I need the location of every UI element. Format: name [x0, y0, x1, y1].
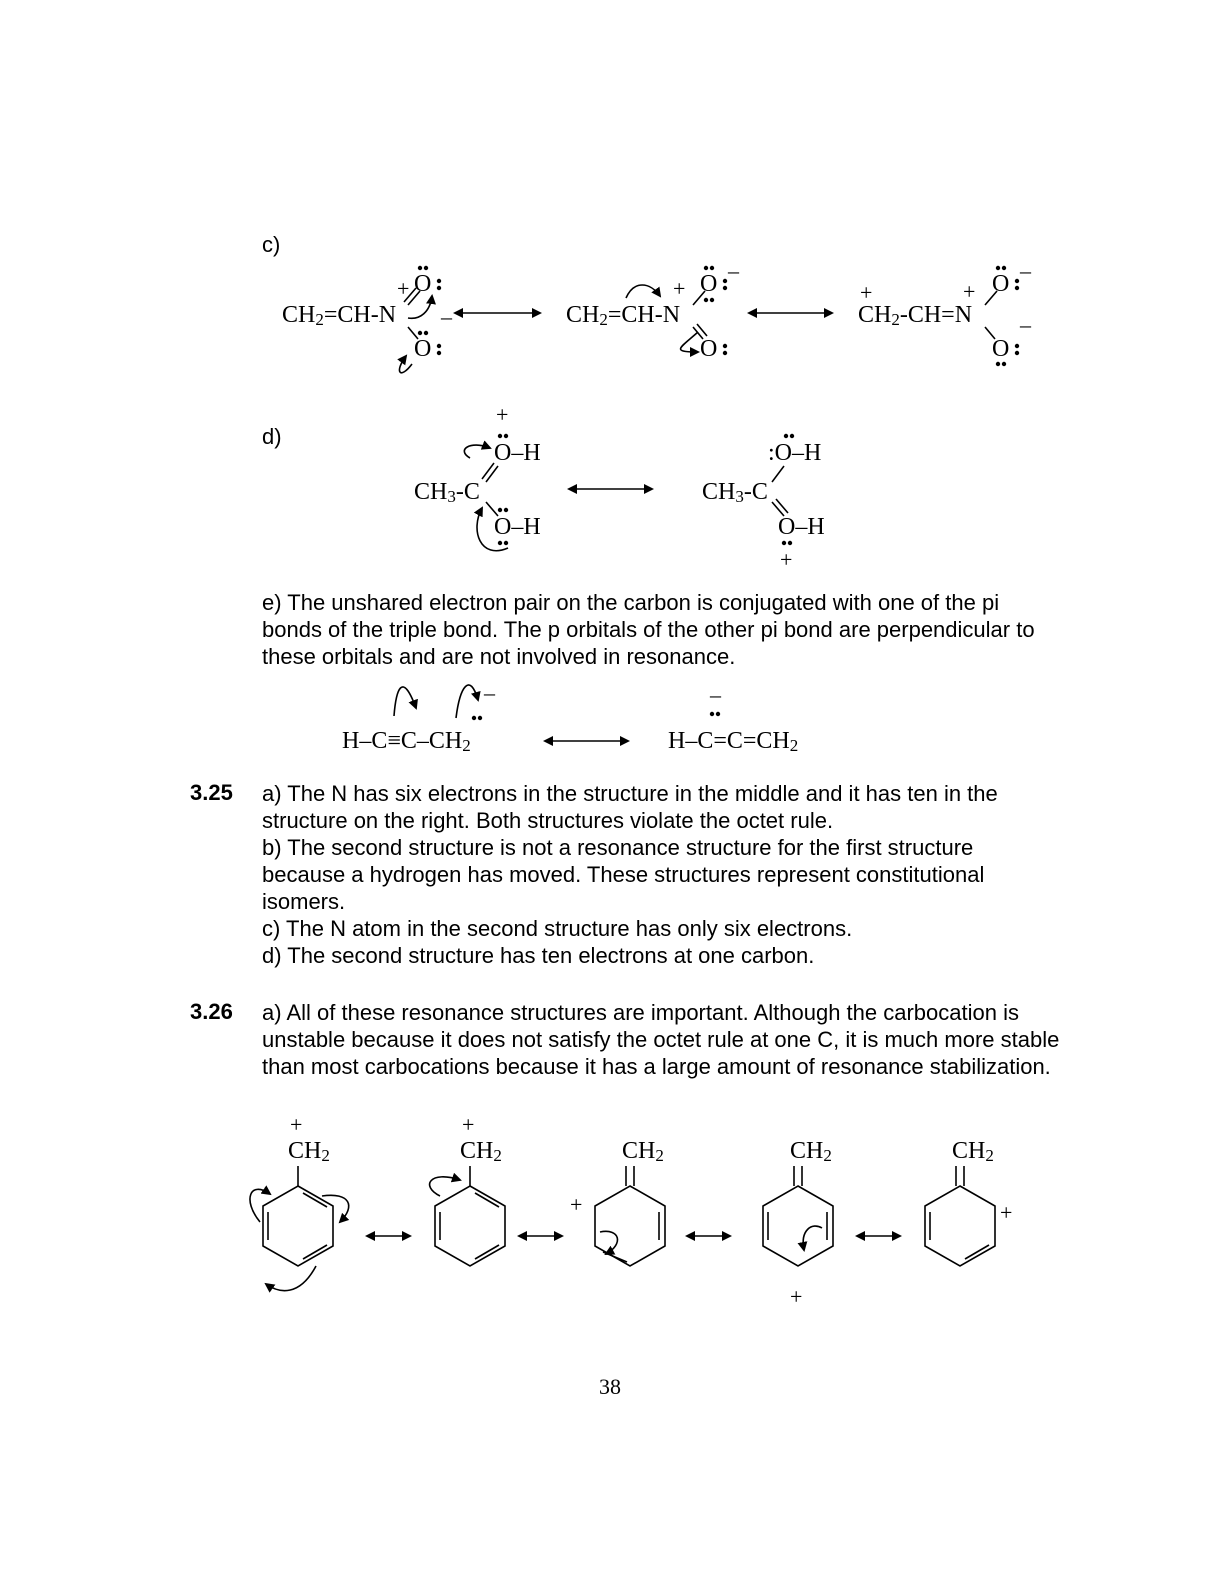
c-s1-curved-arrow-1: [408, 296, 432, 318]
d-s1-co-bond-top: [486, 466, 498, 482]
e-left-structure: $H-C\equiv C-CH_2$: [342, 728, 471, 755]
c-structure-1-formula: $CH_2=CH-N$: [282, 302, 397, 329]
c-s2-curved-arrow-1: [626, 285, 660, 298]
c-s1-no-bond-top: [408, 291, 420, 305]
d-s2-upper-oh: :O–H: [768, 440, 822, 466]
c-s3-bottom-oxygen: O: [992, 336, 1010, 362]
b1-charge: +: [290, 1112, 303, 1137]
b5-ch2: $CH_2$: [952, 1138, 994, 1165]
c-s3-no-bond-bottom: [985, 327, 995, 339]
c-s1-o-charge: –: [441, 304, 452, 329]
benzyl-structure-5: [925, 1166, 995, 1266]
problem-3-25-item-a: a) The N has six electrons in the structure in the middle and it has ten in the structure on the right. Both structures violate the octet rule.: [262, 781, 998, 833]
c-s1-n-charge: +: [397, 276, 410, 301]
c-s2-n-charge: +: [673, 276, 686, 301]
problem-3-25-number: 3.25: [190, 780, 233, 805]
d-s2-lower-oh: O–H: [778, 514, 825, 540]
c-s3-n-charge: +: [963, 279, 976, 304]
c-s1-no-bond-top2: [404, 288, 416, 302]
b2-ch2: $CH_2$: [460, 1138, 502, 1165]
problem-3-26-number: 3.26: [190, 999, 233, 1024]
d-s2-fragment: $CH_3-C$: [702, 479, 768, 506]
lone-pair-dots: [418, 266, 1019, 720]
part-c-label: c): [262, 232, 281, 257]
e-curved-arrow-1: [394, 687, 416, 716]
b2-charge: +: [462, 1112, 475, 1137]
b4-charge: +: [790, 1284, 803, 1309]
c-s3-no-bond-top: [985, 291, 997, 305]
benzyl-structure-3: [595, 1166, 665, 1266]
c-s2-top-oxygen: O: [700, 271, 718, 297]
d-s2-co-bond-top: [772, 466, 784, 482]
d-s2-co-bond-bottom2: [776, 499, 788, 513]
c-s3-o2-charge: –: [1020, 312, 1031, 337]
c-structure-2-formula: $CH_2=CH-N$: [566, 302, 681, 329]
benzyl-structure-4: [763, 1166, 833, 1266]
b3-ch2: $CH_2$: [622, 1138, 664, 1165]
d-s1-upper-oh: O–H: [494, 440, 541, 466]
c-s2-no-bond-top: [693, 291, 705, 305]
c-s3-top-oxygen: O: [992, 271, 1010, 297]
c-s3-carbon-charge: +: [860, 280, 873, 305]
c-structure-3-formula: $CH_2-CH=N$: [858, 302, 973, 329]
part-e-text: The unshared electron pair on the carbon is conjugated with one of the pi bonds of the triple bond. The p orbitals of the other pi bond are perpendicular to these orbitals and are not involved in resonance.: [262, 590, 1035, 669]
c-s2-bottom-oxygen: O: [700, 336, 718, 362]
d-s1-curved-arrow-1: [464, 445, 490, 458]
problem-3-25-item-c: c) The N atom in the second structure has only six electrons.: [262, 916, 853, 941]
d-s1-co-bond-bottom: [486, 502, 498, 516]
problem-3-25-item-d: d) The second structure has ten electrons at one carbon.: [262, 943, 815, 968]
part-d-label: d): [262, 424, 282, 449]
problem-3-25-item-b: b) The second structure is not a resonance structure for the first structure because a hydrogen has moved. These structures represent constitutional isomers.: [262, 835, 985, 914]
problem-3-26-text: a) All of these resonance structures are important. Although the carbocation is unstable because it does not satisfy the octet rule at one C, it is much more stable than most carbocations because it has a large amount of resonance stabilization.: [262, 1000, 1060, 1079]
d-s1-charge: +: [496, 402, 509, 427]
benzyl-structure-2: [430, 1166, 505, 1266]
benzyl-structure-1: [250, 1166, 349, 1291]
d-s1-fragment: $CH_3-C$: [414, 479, 480, 506]
c-s2-o-charge: –: [728, 258, 739, 283]
e-left-charge: –: [484, 680, 495, 705]
d-s2-co-bond-bottom: [772, 502, 784, 516]
c-s2-curved-arrow-2: [681, 332, 698, 352]
e-right-structure: $H-C=C=CH_2$: [668, 728, 799, 755]
b5-charge: +: [1000, 1200, 1013, 1225]
b4-ch2: $CH_2$: [790, 1138, 832, 1165]
c-s1-no-bond-bottom: [408, 327, 418, 339]
d-s1-curved-arrow-2: [477, 508, 508, 551]
b1-ch2: $CH_2$: [288, 1138, 330, 1165]
d-s1-co-bond-top2: [482, 463, 494, 479]
e-curved-arrow-2: [456, 685, 478, 718]
part-e-label: e): [262, 590, 282, 615]
page-number: 38: [599, 1374, 621, 1399]
d-s2-charge: +: [780, 547, 793, 572]
c-s1-bottom-oxygen: O: [414, 336, 432, 362]
e-right-charge: –: [710, 682, 721, 707]
c-s1-top-oxygen: O: [414, 271, 432, 297]
c-s3-o1-charge: –: [1020, 258, 1031, 283]
d-s1-lower-oh: O–H: [494, 514, 541, 540]
c-s1-curved-arrow-2: [399, 356, 412, 373]
b3-charge: +: [570, 1192, 583, 1217]
